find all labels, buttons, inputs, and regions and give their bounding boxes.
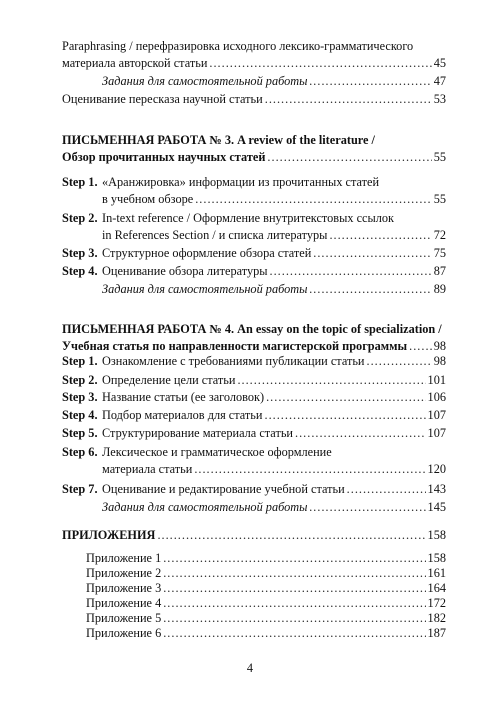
section-3-title: [62, 150, 446, 165]
page-number: 4: [246, 661, 254, 675]
toc-entry-s4-step4: [102, 408, 446, 423]
leader-dots: [163, 626, 425, 641]
step-label: Step 6.: [62, 445, 98, 459]
toc-page-number: 158: [427, 551, 446, 565]
leader-dots: [163, 596, 425, 611]
leader-dots: [309, 282, 431, 297]
toc-entry-paraphrasing: [62, 56, 446, 71]
toc-page-number: 55: [433, 150, 446, 164]
appendix-item: [86, 611, 446, 626]
toc-entry-tasks-4: [102, 500, 446, 515]
toc-entry-text: Приложение 5: [86, 611, 162, 625]
toc-entry-text: Приложение 2: [86, 566, 162, 580]
toc-page-number: 47: [433, 74, 446, 88]
step-label: Step 2.: [62, 211, 98, 225]
toc-entry-text: In-text reference / Оформление внутритекстовых ссылок: [102, 211, 395, 225]
toc-page-number: 161: [427, 566, 446, 580]
toc-page-number: 98: [433, 354, 446, 368]
toc-entry-text: ПРИЛОЖЕНИЯ: [62, 528, 156, 542]
toc-entry-tasks-3: [102, 282, 446, 297]
step-label: Step 5.: [62, 426, 98, 440]
toc-entry-text: Структурное оформление обзора статей: [102, 246, 312, 260]
step-label: Step 1.: [62, 354, 98, 368]
leader-dots: [267, 150, 431, 165]
toc-entry-s3-step3: [102, 246, 446, 261]
leader-dots: [163, 566, 425, 581]
leader-dots: [313, 246, 431, 261]
toc-entry-s4-step3: [102, 390, 446, 405]
toc-entry-text: материала статьи: [102, 462, 193, 476]
toc-page-number: 182: [427, 611, 446, 625]
step-label: Step 7.: [62, 482, 98, 496]
toc-entry-text: Лексическое и грамматическое оформление: [102, 445, 332, 459]
step-label: Step 4.: [62, 408, 98, 422]
toc-entry-paraphrasing-line1: Paraphrasing / перефразировка исходного лексико-грамматического: [62, 39, 414, 53]
section-3-title-line1: ПИСЬМЕННАЯ РАБОТА № 3. A review of the literature /: [62, 133, 375, 147]
toc-entry-text: Обзор прочитанных научных статей: [62, 150, 266, 164]
toc-page-number: 107: [427, 426, 446, 440]
toc-page-number: 75: [433, 246, 446, 260]
step-label: Step 3.: [62, 390, 98, 404]
toc-entry-s4-step1: [102, 354, 446, 369]
appendix-title: [62, 528, 446, 543]
leader-dots: [367, 354, 432, 369]
section-4-title: [62, 339, 446, 354]
leader-dots: [409, 339, 432, 354]
toc-page-number: 107: [427, 408, 446, 422]
toc-page-number: 158: [427, 528, 446, 542]
toc-entry-text: Приложение 6: [86, 626, 162, 640]
toc-page-number: 187: [427, 626, 446, 640]
toc-entry-text: Подбор материалов для статьи: [102, 408, 263, 422]
toc-page-number: 172: [427, 596, 446, 610]
toc-page-number: 89: [433, 282, 446, 296]
toc-entry-text: Оценивание обзора литературы: [102, 264, 268, 278]
appendix-item: [86, 626, 446, 641]
toc-entry-s3-step4: [102, 264, 446, 279]
toc-entry-text: Название статьи (ее заголовок): [102, 390, 265, 404]
toc-entry-text: Ознакомление с требованиями публикации статьи: [102, 354, 365, 368]
toc-page-number: 45: [433, 56, 446, 70]
leader-dots: [163, 551, 425, 566]
toc-page-number: 72: [433, 228, 446, 242]
toc-page-number: 143: [427, 482, 446, 496]
section-4-title-line1: ПИСЬМЕННАЯ РАБОТА № 4. An essay on the topic of specialization /: [62, 322, 442, 336]
toc-page-number: 55: [433, 192, 446, 206]
leader-dots: [309, 74, 431, 89]
toc-entry-text: Приложение 4: [86, 596, 162, 610]
appendix-item: [86, 566, 446, 581]
leader-dots: [194, 462, 425, 477]
toc-entry-text: Задания для самостоятельной работы: [102, 282, 308, 296]
toc-page-number: 164: [427, 581, 446, 595]
toc-page-number: 87: [433, 264, 446, 278]
leader-dots: [163, 611, 425, 626]
step-label: Step 3.: [62, 246, 98, 260]
appendix-item: [86, 596, 446, 611]
toc-entry-text: Учебная статья по направленности магистерской программы: [62, 339, 408, 353]
leader-dots: [265, 92, 432, 107]
toc-page-number: 145: [427, 500, 446, 514]
toc-entry-s3-step2: [102, 228, 446, 243]
toc-page-number: 106: [427, 390, 446, 404]
leader-dots: [237, 373, 425, 388]
step-label: Step 4.: [62, 264, 98, 278]
toc-entry-text: Приложение 3: [86, 581, 162, 595]
toc-entry-text: Приложение 1: [86, 551, 162, 565]
step-label: Step 1.: [62, 175, 98, 189]
toc-entry-eval-1: [62, 92, 446, 107]
toc-entry-text: Задания для самостоятельной работы: [102, 74, 308, 88]
leader-dots: [329, 228, 431, 243]
toc-page-number: 53: [433, 92, 446, 106]
toc-entry-text: «Аранжировка» информации из прочитанных статей: [102, 175, 380, 189]
toc-entry-tasks-1: [102, 74, 446, 89]
toc-entry-s4-step6: [102, 462, 446, 477]
toc-page-number: 101: [427, 373, 446, 387]
toc-entry-s4-step7: [102, 482, 446, 497]
step-label: Step 2.: [62, 373, 98, 387]
leader-dots: [195, 192, 431, 207]
leader-dots: [309, 500, 425, 515]
leader-dots: [270, 264, 432, 279]
toc-entry-s3-step1: [102, 192, 446, 207]
leader-dots: [163, 581, 425, 596]
toc-entry-text: Оценивание и редактирование учебной статьи: [102, 482, 345, 496]
leader-dots: [266, 390, 425, 405]
appendix-item: [86, 551, 446, 566]
toc-page-number: 98: [433, 339, 446, 353]
toc-entry-s4-step2: [102, 373, 446, 388]
leader-dots: [295, 426, 426, 441]
toc-entry-text: in References Section / и списка литературы: [102, 228, 328, 242]
toc-entry-text: в учебном обзоре: [102, 192, 194, 206]
toc-entry-text: материала авторской статьи: [62, 56, 208, 70]
toc-page-number: 120: [427, 462, 446, 476]
leader-dots: [347, 482, 426, 497]
toc-entry-text: Задания для самостоятельной работы: [102, 500, 308, 514]
leader-dots: [157, 528, 425, 543]
leader-dots: [209, 56, 431, 71]
leader-dots: [265, 408, 426, 423]
toc-entry-text: Определение цели статьи: [102, 373, 236, 387]
toc-entry-s4-step5: [102, 426, 446, 441]
appendix-item: [86, 581, 446, 596]
toc-entry-text: Оценивание пересказа научной статьи: [62, 92, 263, 106]
toc-entry-text: Структурирование материала статьи: [102, 426, 294, 440]
